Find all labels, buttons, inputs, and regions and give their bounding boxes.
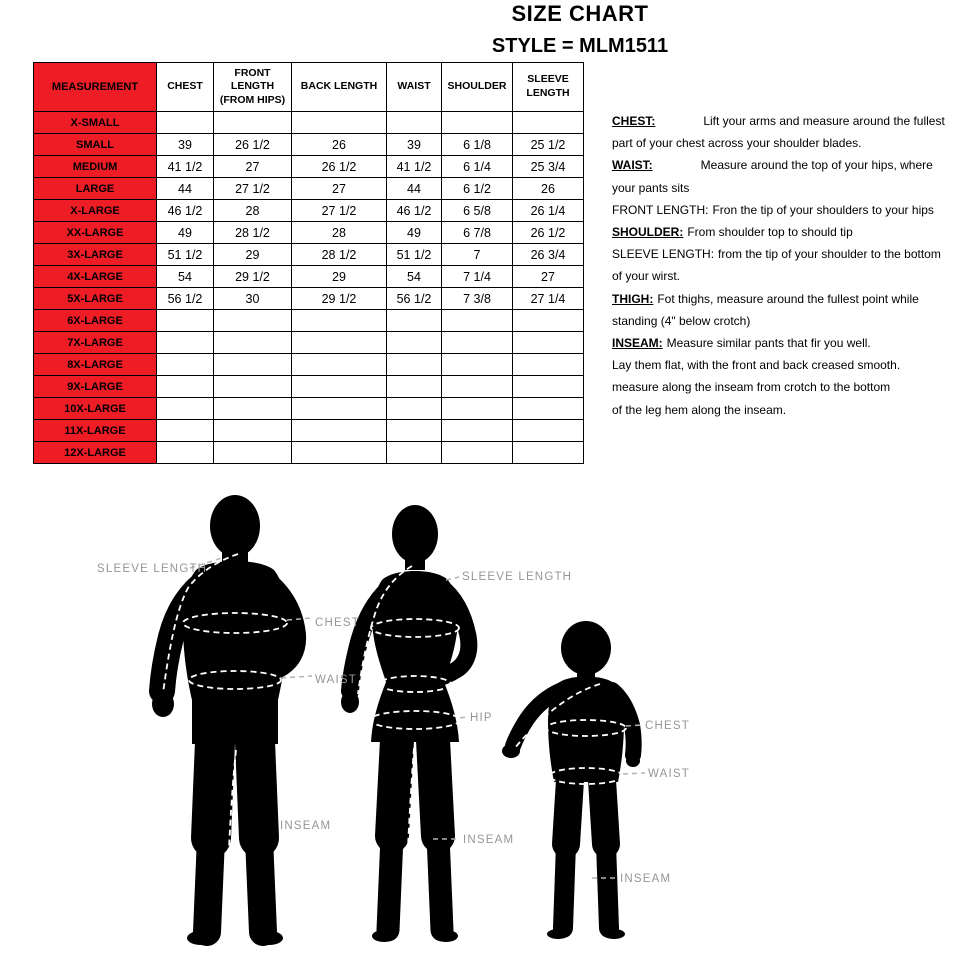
instruction-term: SHOULDER: [612, 225, 684, 240]
measurement-cell [513, 376, 584, 398]
column-header: MEASUREMENT [34, 63, 157, 112]
measurement-cell [387, 442, 442, 464]
measurement-cell: 26 1/4 [513, 200, 584, 222]
table-row [34, 200, 584, 222]
table-header-row [34, 63, 584, 112]
instruction-line [612, 243, 952, 265]
measurement-cell [292, 332, 387, 354]
size-row-label: XX-LARGE [34, 222, 157, 244]
measurement-cell: 51 1/2 [387, 244, 442, 266]
size-row-label: X-LARGE [34, 200, 157, 222]
silhouettes-svg [0, 488, 960, 960]
measurement-cell [292, 112, 387, 134]
instruction-term: WAIST: [612, 158, 653, 173]
table-row [34, 376, 584, 398]
measurement-cell: 6 5/8 [442, 200, 513, 222]
measurement-cell: 56 1/2 [157, 288, 214, 310]
instruction-text: from the tip of your shoulder to the bottom [718, 247, 941, 262]
measurement-cell [157, 420, 214, 442]
measurement-cell: 27 [292, 178, 387, 200]
measurement-cell [157, 112, 214, 134]
instruction-text: part of your chest across your shoulder blades. [612, 136, 862, 151]
style-subtitle: STYLE = MLM1511 [491, 35, 669, 57]
measurement-cell: 28 [214, 200, 292, 222]
child-inseam-label: INSEAM [620, 873, 672, 885]
instruction-line [612, 132, 952, 154]
instruction-term: FRONT LENGTH: [612, 202, 709, 217]
column-header: CHEST [157, 63, 214, 112]
measurement-cell: 6 1/8 [442, 134, 513, 156]
measurement-cell [442, 354, 513, 376]
measurement-cell [292, 442, 387, 464]
size-row-label: 8X-LARGE [34, 354, 157, 376]
size-row-label: LARGE [34, 178, 157, 200]
column-header: BACK LENGTH [292, 63, 387, 112]
instruction-line [612, 199, 952, 221]
size-row-label: 5X-LARGE [34, 288, 157, 310]
measurement-cell: 27 [214, 156, 292, 178]
size-row-label: 9X-LARGE [34, 376, 157, 398]
measurement-cell: 46 1/2 [387, 200, 442, 222]
measurement-cell: 49 [387, 222, 442, 244]
child-chest-label: CHEST [645, 720, 690, 732]
size-row-label: 7X-LARGE [34, 332, 157, 354]
table-row [34, 134, 584, 156]
measurement-cell [442, 112, 513, 134]
measurement-cell [442, 376, 513, 398]
measurement-cell: 6 1/2 [442, 178, 513, 200]
measurement-cell: 26 1/2 [292, 156, 387, 178]
measurement-cell: 41 1/2 [387, 156, 442, 178]
instruction-text: of the leg hem along the inseam. [612, 402, 787, 417]
measurement-cell [214, 376, 292, 398]
measurement-cell: 56 1/2 [387, 288, 442, 310]
table-row [34, 310, 584, 332]
measurement-cell [513, 442, 584, 464]
measurement-cell [513, 112, 584, 134]
instruction-line [612, 221, 952, 243]
instruction-line [612, 354, 952, 376]
measurement-cell: 29 [214, 244, 292, 266]
measurement-cell: 26 3/4 [513, 244, 584, 266]
measurement-cell [157, 376, 214, 398]
measurement-cell [214, 398, 292, 420]
title-block [200, 0, 960, 58]
instruction-term: INSEAM: [612, 336, 663, 351]
instruction-line [612, 110, 952, 132]
measurement-cell [292, 354, 387, 376]
table-row [34, 244, 584, 266]
man-inseam-label: INSEAM [280, 820, 332, 832]
instruction-term: SLEEVE LENGTH: [612, 247, 715, 262]
measurement-cell: 26 [513, 178, 584, 200]
measurement-cell [214, 332, 292, 354]
instruction-text: standing (4" below crotch) [612, 313, 751, 328]
instruction-line [612, 310, 952, 332]
measurement-cell [157, 310, 214, 332]
table-row [34, 420, 584, 442]
size-chart-table [33, 62, 584, 464]
measurement-cell [387, 354, 442, 376]
measurement-cell: 29 [292, 266, 387, 288]
woman-silhouette [341, 505, 469, 942]
size-row-label: 4X-LARGE [34, 266, 157, 288]
measurement-cell: 54 [387, 266, 442, 288]
measurement-cell [292, 376, 387, 398]
measurement-cell: 51 1/2 [157, 244, 214, 266]
size-row-label: 12X-LARGE [34, 442, 157, 464]
column-header: SHOULDER [442, 63, 513, 112]
measurement-cell: 39 [157, 134, 214, 156]
measurement-cell [214, 354, 292, 376]
size-row-label: 11X-LARGE [34, 420, 157, 442]
instruction-text: Fot thighs, measure around the fullest point while [657, 291, 919, 306]
measurement-cell: 46 1/2 [157, 200, 214, 222]
measurement-cell [513, 354, 584, 376]
measurement-cell [214, 420, 292, 442]
measurement-cell [157, 398, 214, 420]
child-silhouette [502, 621, 645, 939]
measurement-cell [157, 332, 214, 354]
measurement-cell [513, 332, 584, 354]
size-row-label: X-SMALL [34, 112, 157, 134]
measurement-cell [442, 398, 513, 420]
measurement-cell [157, 442, 214, 464]
woman-sleeve-length-label: SLEEVE LENGTH [462, 571, 573, 583]
instruction-text: Lift your arms and measure around the fullest [703, 114, 945, 128]
instruction-term: CHEST: [612, 114, 656, 128]
child-waist-label: WAIST [648, 768, 690, 780]
measurement-cell [387, 420, 442, 442]
measurement-cell: 6 7/8 [442, 222, 513, 244]
instruction-text: Lay them flat, with the front and back creased smooth. [612, 358, 901, 373]
measurement-cell [292, 398, 387, 420]
measurement-cell: 7 1/4 [442, 266, 513, 288]
column-header: SLEEVE LENGTH [513, 63, 584, 112]
measurement-cell [442, 420, 513, 442]
size-row-label: 10X-LARGE [34, 398, 157, 420]
measurement-cell: 41 1/2 [157, 156, 214, 178]
instruction-line [612, 376, 952, 398]
figures-diagram [0, 488, 960, 960]
measurement-cell: 26 1/2 [513, 222, 584, 244]
instruction-text: From shoulder top to should tip [687, 225, 853, 240]
man-waist-label: WAIST [315, 674, 357, 686]
instruction-text: your pants sits [612, 180, 690, 195]
measurement-cell: 49 [157, 222, 214, 244]
man-sleeve-length-label: SLEEVE LENGTH [97, 563, 208, 575]
measurement-cell: 29 1/2 [292, 288, 387, 310]
instructions-panel [612, 110, 952, 421]
instruction-line [612, 154, 952, 176]
table-body [34, 112, 584, 464]
measurement-cell: 26 1/2 [214, 134, 292, 156]
measurement-cell [513, 310, 584, 332]
man-chest-label: CHEST [315, 617, 360, 629]
measurement-cell: 44 [387, 178, 442, 200]
measurement-cell: 39 [387, 134, 442, 156]
table-row [34, 354, 584, 376]
measurement-cell: 28 [292, 222, 387, 244]
instruction-line [612, 399, 952, 421]
measurement-cell: 6 1/4 [442, 156, 513, 178]
table-row [34, 442, 584, 464]
measurement-cell: 27 1/4 [513, 288, 584, 310]
measurement-cell: 26 [292, 134, 387, 156]
measurement-cell: 44 [157, 178, 214, 200]
woman-inseam-label: INSEAM [463, 834, 515, 846]
measurement-cell: 7 3/8 [442, 288, 513, 310]
measurement-cell: 25 1/2 [513, 134, 584, 156]
table-row [34, 112, 584, 134]
instruction-line [612, 288, 952, 310]
instruction-line [612, 177, 952, 199]
instruction-text: Measure similar pants that fir you well. [666, 336, 871, 351]
measurement-cell [442, 442, 513, 464]
instruction-text: of your wirst. [612, 269, 681, 284]
table-row [34, 332, 584, 354]
measurement-cell: 28 1/2 [214, 222, 292, 244]
measurement-cell [442, 310, 513, 332]
measurement-cell [513, 398, 584, 420]
size-row-label: 3X-LARGE [34, 244, 157, 266]
column-header: WAIST [387, 63, 442, 112]
size-row-label: SMALL [34, 134, 157, 156]
measurement-cell: 29 1/2 [214, 266, 292, 288]
measurement-cell [292, 310, 387, 332]
measurement-cell [387, 112, 442, 134]
table-row [34, 266, 584, 288]
size-row-label: MEDIUM [34, 156, 157, 178]
measurement-cell: 25 3/4 [513, 156, 584, 178]
table-row [34, 222, 584, 244]
measurement-cell: 30 [214, 288, 292, 310]
woman-hip-label: HIP [470, 712, 493, 724]
size-row-label: 6X-LARGE [34, 310, 157, 332]
table-row [34, 288, 584, 310]
table-row [34, 178, 584, 200]
measurement-cell [214, 442, 292, 464]
instruction-line [612, 265, 952, 287]
table-row [34, 156, 584, 178]
table-row [34, 398, 584, 420]
measurement-cell [387, 332, 442, 354]
instruction-line [612, 332, 952, 354]
instruction-text: Fron the tip of your shoulders to your hips [712, 202, 934, 217]
measurement-cell: 28 1/2 [292, 244, 387, 266]
measurement-cell [387, 398, 442, 420]
column-header: FRONT LENGTH (FROM HIPS) [214, 63, 292, 112]
page-title: SIZE CHART [511, 1, 649, 26]
measurement-cell [157, 354, 214, 376]
measurement-cell [513, 420, 584, 442]
instruction-term: THIGH: [612, 291, 654, 306]
instruction-text: Measure around the top of your hips, where [700, 158, 933, 173]
measurement-cell [214, 310, 292, 332]
measurement-cell [442, 332, 513, 354]
measurement-cell [387, 376, 442, 398]
measurement-cell: 27 1/2 [292, 200, 387, 222]
measurement-cell [292, 420, 387, 442]
measurement-cell: 54 [157, 266, 214, 288]
measurement-cell [387, 310, 442, 332]
measurement-cell [214, 112, 292, 134]
instruction-text: measure along the inseam from crotch to the bottom [612, 380, 891, 395]
measurement-cell: 27 1/2 [214, 178, 292, 200]
measurement-cell: 7 [442, 244, 513, 266]
measurement-cell: 27 [513, 266, 584, 288]
